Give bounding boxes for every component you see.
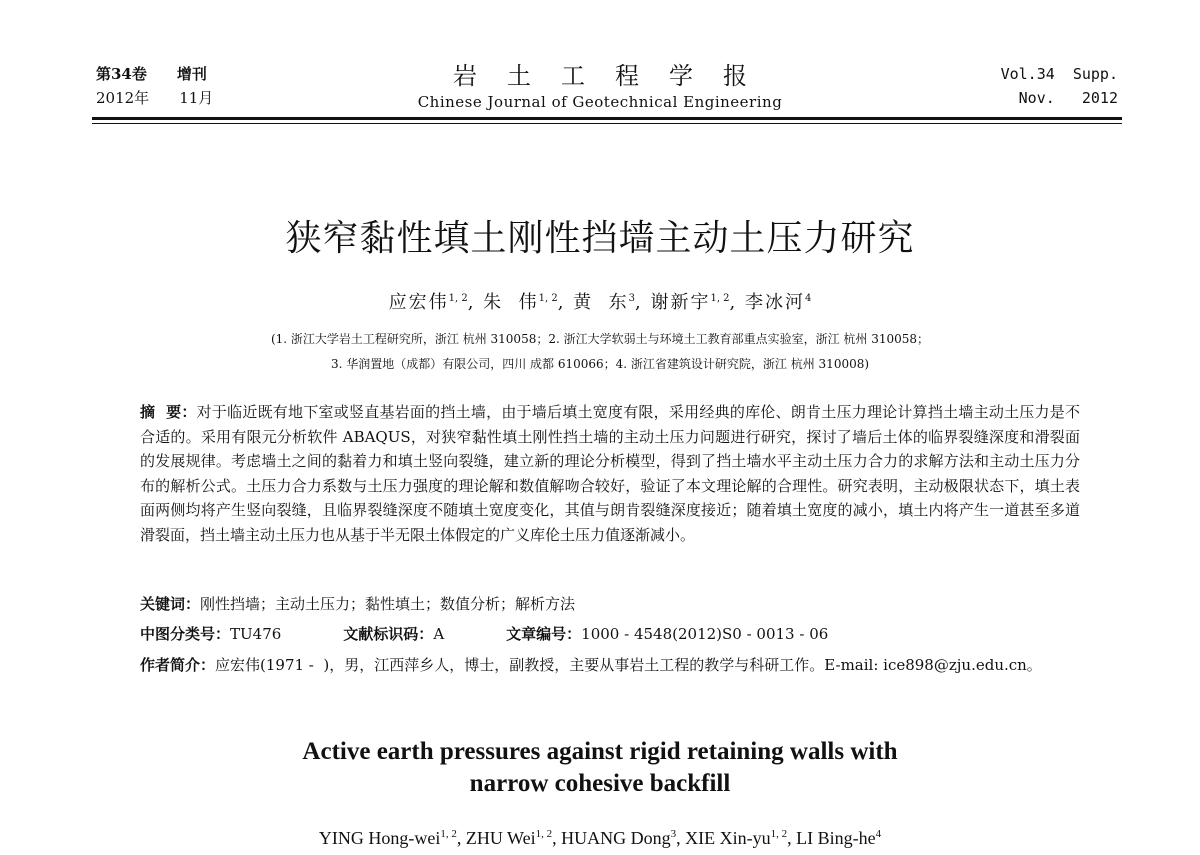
header-rule-thick — [92, 117, 1122, 120]
author-bio — [140, 650, 1080, 680]
author-en: XIE Xin-yu$^{1, 2}$ — [685, 828, 788, 848]
paper-title-cn: 狭窄黏性填土刚性挡墙主动土压力研究 — [285, 218, 915, 259]
keywords-label: 关键词： — [140, 595, 201, 613]
clc-number: 中图分类号：TU476 — [140, 625, 282, 643]
keywords — [140, 592, 1080, 616]
year-cn: 2012年 — [96, 89, 150, 107]
header-rule-thin — [92, 123, 1122, 124]
author-cn: 应宏伟$^{1, 2}$ — [388, 292, 468, 313]
author-cn: 李冰河$^4$ — [745, 292, 812, 313]
affiliation-line-1: (1. 浙江大学岩土工程研究所，浙江 杭州 310058；2. 浙江大学软弱土与环境土工教育部重点实验室，浙江 杭州 310058； — [270, 332, 930, 346]
abstract-label: 摘 要： — [140, 403, 197, 421]
issue-cn: 增刊 — [176, 65, 207, 83]
document-code: 文献标识码：A — [343, 625, 445, 643]
author-en: LI Bing-$he^4$ — [796, 828, 882, 848]
volume-en: Vol.34 Supp. — [1000, 65, 1118, 83]
volume-cn: 第34卷 — [96, 65, 147, 83]
author-cn: 黄 东$^3$ — [573, 292, 635, 313]
author-list-cn: 应宏伟$^{1, 2}$, 朱 伟$^{1, 2}$, 黄 东$^3$, 谢新宇$^{1, 2}$, 李冰河$^4$ — [388, 292, 812, 313]
paper-title-en-line-1: Active earth pressures against rigid retaining walls with — [302, 738, 898, 765]
author-en: YING Hong-wei$^{1, 2}$ — [318, 828, 457, 848]
classification-row — [140, 622, 1080, 646]
abstract — [140, 400, 1080, 548]
author-cn: 朱 伟$^{1, 2}$ — [483, 292, 558, 313]
affiliation-line-2: 3. 华润置地（成都）有限公司，四川 成都 610066；4. 浙江省建筑设计研究院，浙江 杭州 310008) — [330, 357, 870, 371]
journal-title-en: Chinese Journal of Geotechnical Engineering — [417, 93, 783, 111]
author-bio-label: 作者简介： — [140, 656, 216, 674]
author-list-en: YING Hong-wei$^{1, 2}$, ZHU Wei$^{1, 2}$, HUANG Dong$^3$, XIE Xin-yu$^{1, 2}$, LI Bing-$he^4$ — [318, 828, 882, 848]
paper-title-en-line-2: narrow cohesive backfill — [469, 770, 731, 797]
paper-title-en — [0, 736, 1200, 800]
journal-title-cn: 岩土工程学报 — [453, 62, 777, 90]
author-cn: 谢新宇$^{1, 2}$ — [650, 292, 730, 313]
author-en: ZHU Wei$^{1, 2}$ — [465, 828, 553, 848]
month-cn: 11月 — [179, 89, 214, 107]
keywords-text: 刚性挡墙；主动土压力；黏性填土；数值分析；解析方法 — [200, 595, 576, 613]
article-number: 文章编号：1000 - 4548(2012)S0 - 0013 - 06 — [506, 625, 829, 643]
header-right — [1001, 62, 1118, 110]
date-en: Nov. 2012 — [1018, 89, 1118, 107]
abstract-text: 对于临近既有地下室或竖直基岩面的挡土墙，由于墙后填土宽度有限，采用经典的库伦、朗肯土压力理论计算挡土墙主动土压力是不合适的。采用有限元分析软件 ABAQUS，对狭窄黏性填土刚性挡土墙的主动土压力问题进行研究，探讨了墙后土体的临界裂缝深度和滑裂面的发展规律。考虑墙土之间的黏着力和填土竖向裂缝，建立新的理论分析模型，得到了挡土墙水平主动土压力合力的求解方法和主动土压力分布的解析公式。土压力合力系数与土压力强度的理论解和数值解吻合较好，验证了本文理论解的合理性。研究表明，主动极限状态下，填土表面两侧均将产生竖向裂缝，且临界裂缝深度不随填土宽度变化，其值与朗肯裂缝深度接近；随着填土宽度的减小，填土内将产生一道甚至多道滑裂面，挡土墙主动土压力也从基于半无限土体假定的广义库伦土压力值逐渐减小。 — [140, 403, 1080, 544]
author-en: HUANG Dong$^3$ — [561, 828, 677, 848]
author-bio-text: 应宏伟(1971 - )，男，江西萍乡人，博士，副教授，主要从事岩土工程的教学与科研工作。E-mail: ice898@zju.edu.cn。 — [215, 656, 1042, 674]
